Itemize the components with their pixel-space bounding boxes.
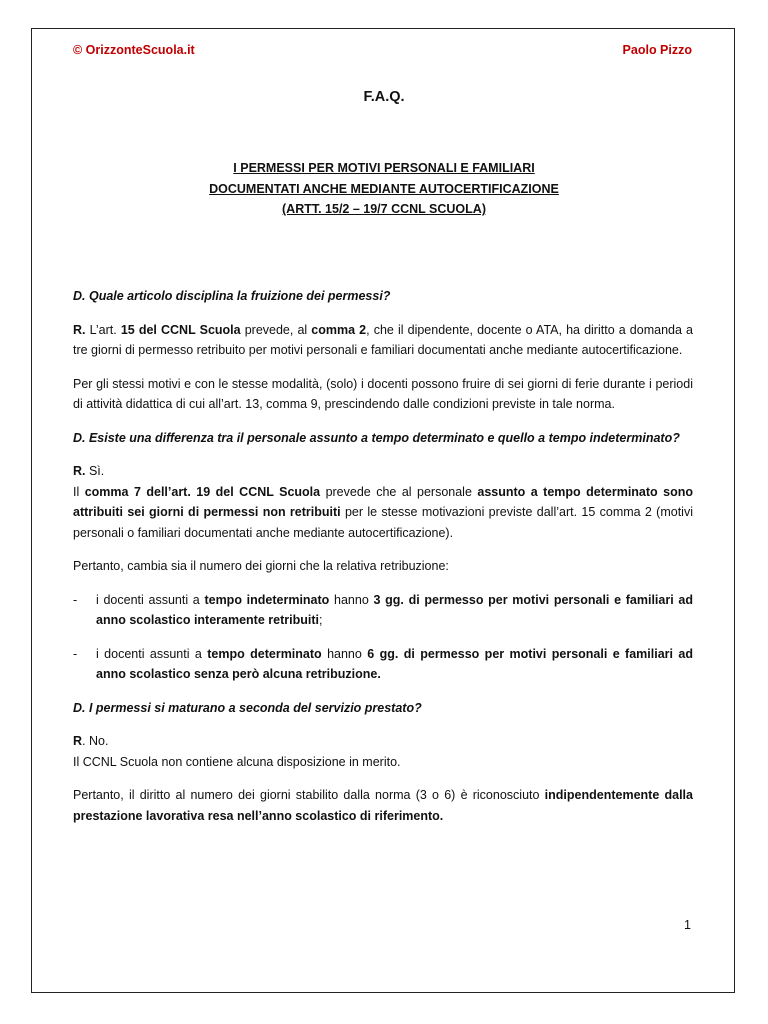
answer-2-marker: R.	[73, 464, 86, 478]
title-line-1: I PERMESSI PER MOTIVI PERSONALI E FAMILIARI	[233, 161, 535, 175]
answer-2	[73, 461, 693, 543]
question-3: D. I permessi si maturano a seconda del servizio prestato?	[73, 700, 422, 715]
answer-2-text-3: per le stesse motivazioni previste dall’art. 15 comma 2 (motivi personali o familiari documentati anche mediante autocertificazione).	[73, 505, 693, 540]
list-item-1-bold-2: 3 gg. di permesso per motivi personali e familiari ad anno scolastico interamente retribuiti	[96, 592, 693, 627]
answer-3-text: Il CCNL Scuola non contiene alcuna disposizione in merito.	[73, 754, 401, 769]
paragraph-3-text: Pertanto, il diritto al numero dei giorni stabilito dalla norma (3 o 6) è riconosciuto	[73, 788, 545, 802]
list-item-2-bold-1: tempo determinato	[207, 646, 322, 661]
document-body	[73, 286, 693, 839]
answer-3	[73, 731, 693, 772]
header-author: Paolo Pizzo	[622, 43, 692, 57]
page-header	[73, 43, 692, 61]
list-item-1-bold-1: tempo indeterminato	[204, 592, 330, 607]
paragraph-3	[73, 785, 693, 826]
question-2: D. Esiste una differenza tra il personale assunto a tempo determinato e quello a tempo indeterminato?	[73, 430, 680, 445]
list-item	[73, 644, 693, 685]
answer-2-text-2: prevede che al personale	[320, 484, 478, 499]
header-site-name: © OrizzonteScuola.it	[73, 43, 195, 57]
list-item-2-text-1: i docenti assunti a	[96, 646, 208, 661]
answer-1-bold-2: comma 2	[311, 322, 367, 337]
page-number: 1	[684, 918, 691, 932]
answer-3-marker: R	[73, 734, 83, 748]
answer-1	[73, 320, 693, 361]
answer-1-text-1: L’art.	[85, 322, 121, 337]
list-item-2-text-2: hanno	[321, 646, 368, 661]
faq-title: F.A.Q.	[363, 89, 405, 105]
answer-1-bold-1: 15 del CCNL Scuola	[120, 322, 241, 337]
answer-2-bold-2: assunto a tempo determinato sono attribuiti sei giorni di permessi non retribuiti	[73, 484, 693, 519]
answer-1-marker: R.	[73, 322, 86, 337]
paragraph-2: Pertanto, cambia sia il numero dei giorni che la relativa retribuzione:	[73, 559, 449, 573]
list-item-1-text-3: ;	[318, 613, 323, 627]
list-item	[73, 590, 693, 631]
answer-3-short: . No.	[82, 734, 109, 748]
list-dash: -	[73, 646, 78, 661]
answer-2-bold-1: comma 7 dell’art. 19 del CCNL Scuola	[84, 484, 321, 499]
paragraph-1: Per gli stessi motivi e con le stesse modalità, (solo) i docenti possono fruire di sei giorni di ferie durante i periodi di attività didattica di cui all’art. 13, comma 9, prescindendo dalle condizioni previste in tale norma.	[73, 376, 693, 411]
document-title	[0, 158, 768, 220]
list-dash: -	[73, 592, 78, 607]
title-line-3: (ARTT. 15/2 – 19/7 CCNL SCUOLA)	[282, 202, 486, 216]
paragraph-3-bold: indipendentemente dalla prestazione lavorativa resa nell’anno scolastico di riferimento.	[73, 788, 693, 823]
list-item-2-bold-2: 6 gg. di permesso per motivi personali e familiari ad anno scolastico senza però alcuna retribuzione.	[96, 646, 693, 681]
list-item-1-text-1: i docenti assunti a	[96, 592, 205, 607]
title-line-2: DOCUMENTATI ANCHE MEDIANTE AUTOCERTIFICAZIONE	[209, 181, 559, 196]
list-item-1-text-2: hanno	[329, 592, 374, 607]
answer-1-text-2: prevede, al	[240, 322, 312, 337]
answer-1-text-3: , che il dipendente, docente o ATA, ha diritto a domanda a tre giorni di permesso retribuito per motivi personali e familiari documentati anche mediante autocertificazione.	[73, 322, 693, 357]
question-1: D. Quale articolo disciplina la fruizione dei permessi?	[73, 289, 391, 303]
answer-2-text-1: Il	[73, 484, 85, 499]
answer-2-short: Sì.	[85, 464, 105, 478]
